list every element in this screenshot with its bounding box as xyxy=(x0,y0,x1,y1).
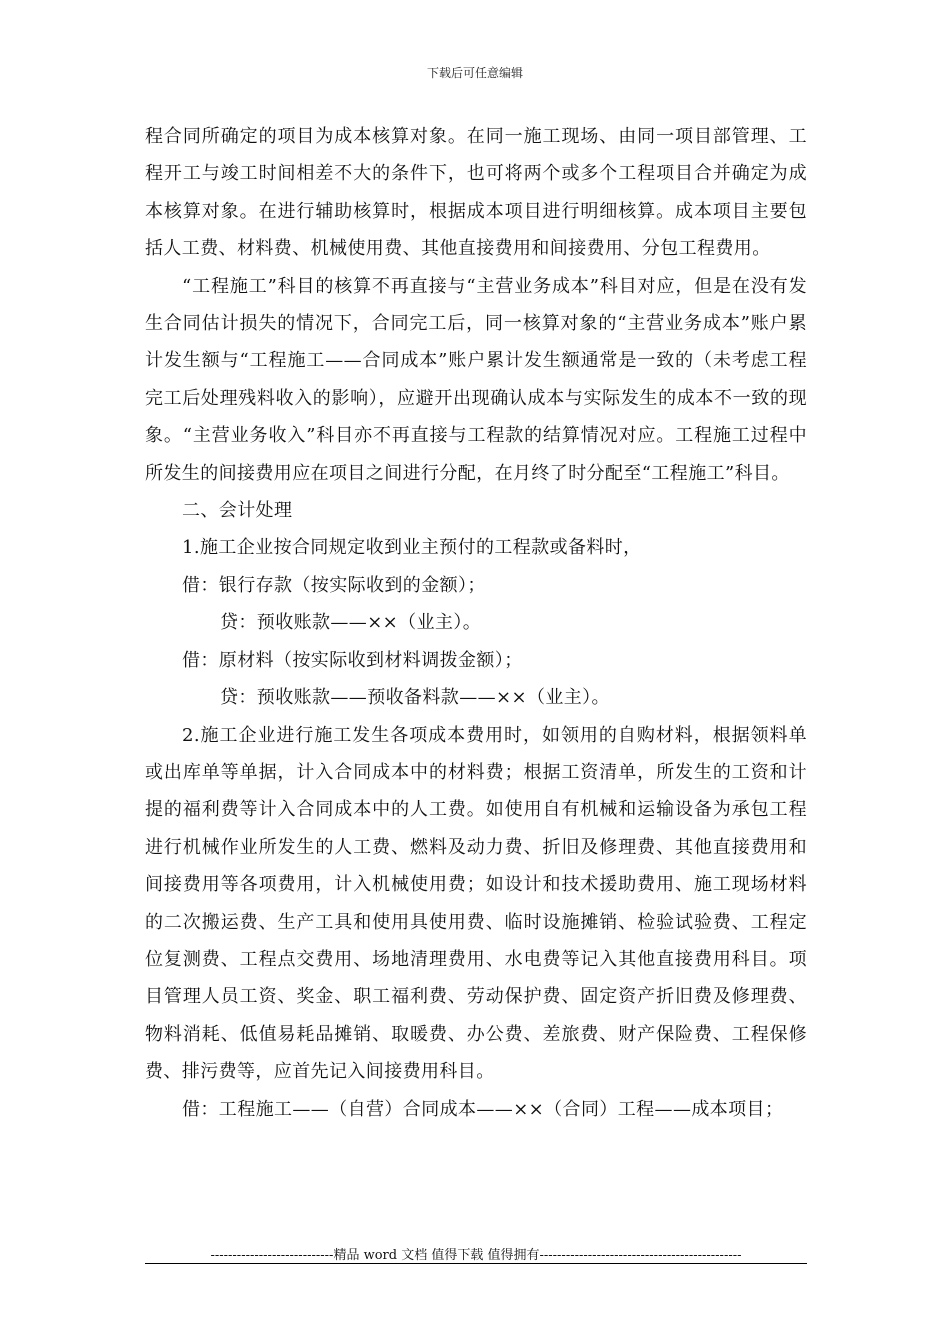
page-header: 下载后可任意编辑 xyxy=(426,66,523,80)
document-body xyxy=(145,118,807,1128)
footer-divider xyxy=(145,1263,807,1264)
journal-credit-advance-materials: 贷：预收账款——预收备料款——××（业主）。 xyxy=(220,687,610,709)
section-heading-accounting: 二、会计处理 xyxy=(182,500,293,522)
paragraph-cost-object: 程合同所确定的项目为成本核算对象。在同一施工现场、由同一项目部管理、工程开工与竣工时间相差不大的条件下，也可将两个或多个工程项目合并确定为成本核算对象。在进行辅助核算时，根据成本项目进行明细核算。成本项目主要包括人工费、材料费、机械使用费、其他直接费用和间接费用、分包工程费用。 xyxy=(145,126,807,260)
journal-debit-construction: 借：工程施工——（自营）合同成本——××（合同）工程——成本项目； xyxy=(182,1098,784,1120)
paragraph-item-2: 2.施工企业进行施工发生各项成本费用时，如领用的自购材料，根据领料单或出库单等单据，计入合同成本中的材料费；根据工资清单，所发生的工资和计提的福利费等计入合同成本中的人工费。如使用自有机械和运输设备为承包工程进行机械作业所发生的人工费、燃料及动力费、折旧及修理费、其他直接费用和间接费用等各项费用，计入机械使用费；如设计和技术援助费用、施工现场材料的二次搬运费、生产工具和使用具使用费、临时设施摊销、检验试验费、工程定位复测费、工程点交费用、场地清理费用、水电费等记入其他直接费用科目。项目管理人员工资、奖金、职工福利费、劳动保护费、固定资产折旧费及修理费、物料消耗、低值易耗品摊销、取暖费、办公费、差旅费、财产保险费、工程保修费、排污费等，应首先记入间接费用科目。 xyxy=(145,724,807,1083)
paragraph-item-1: 1.施工企业按合同规定收到业主预付的工程款或备料时， xyxy=(182,537,642,559)
page-footer: ----------------------------精品 word 文档 值得下载 值得拥有---------------------------------------------- xyxy=(210,1248,742,1263)
journal-debit-materials: 借：原材料（按实际收到材料调拨金额）； xyxy=(182,649,523,671)
journal-credit-advance: 贷：预收账款——××（业主）。 xyxy=(220,612,482,634)
journal-debit-bank: 借：银行存款（按实际收到的金额）； xyxy=(182,574,486,596)
paragraph-engineering-construction: “工程施工”科目的核算不再直接与“主营业务成本”科目对应，但是在没有发生合同估计损失的情况下，合同完工后，同一核算对象的“主营业务成本”账户累计发生额与“工程施工——合同成本”账户累计发生额通常是一致的（未考虑工程完工后处理残料收入的影响），应避开出现确认成本与实际发生的成本不一致的现象。“主营业务收入”科目亦不再直接与工程款的结算情况对应。工程施工过程中所发生的间接费用应在项目之间进行分配，在月终了时分配至“工程施工”科目。 xyxy=(145,275,807,484)
